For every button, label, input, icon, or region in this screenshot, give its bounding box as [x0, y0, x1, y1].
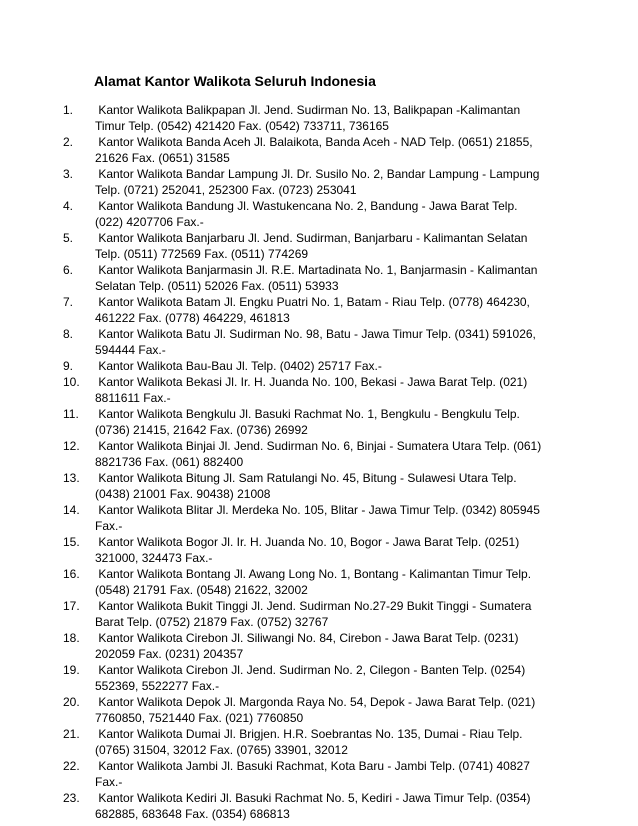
list-item-number: 20.	[63, 695, 80, 709]
list-item-line: Kantor Walikota Batu Jl. Sudirman No. 98, Batu - Jawa Timur Telp. (0341) 591026,	[95, 327, 536, 341]
list-item-line: Kantor Walikota Bekasi Jl. Ir. H. Juanda No. 100, Bekasi - Jawa Barat Telp. (021)	[95, 375, 528, 389]
list-item-line: Fax.-	[95, 775, 123, 789]
list-item-line: Telp. (0721) 252041, 252300 Fax. (0723) 253041	[95, 183, 357, 197]
list-item-number: 10.	[63, 375, 80, 389]
list-item-line: Kantor Walikota Bau-Bau Jl. Telp. (0402) 25717 Fax.-	[95, 359, 382, 373]
list-item-line: Kantor Walikota Jambi Jl. Basuki Rachmat, Kota Baru - Jambi Telp. (0741) 40827	[95, 759, 530, 773]
list-item	[0, 470, 638, 502]
list-item-text	[95, 694, 545, 726]
list-item-text	[95, 598, 545, 630]
list-item	[0, 694, 638, 726]
list-item-text	[95, 262, 545, 294]
list-item-line: 21626 Fax. (0651) 31585	[95, 151, 230, 165]
list-item-line: 682885, 683648 Fax. (0354) 686813	[95, 807, 290, 821]
list-item	[0, 630, 638, 662]
list-item-text	[95, 790, 545, 822]
list-item	[0, 758, 638, 790]
list-item-line: (0765) 31504, 32012 Fax. (0765) 33901, 32012	[95, 743, 348, 757]
list-item-line: Kantor Walikota Depok Jl. Margonda Raya No. 54, Depok - Jawa Barat Telp. (021)	[95, 695, 536, 709]
list-item-text	[95, 406, 545, 438]
list-item-text	[95, 358, 545, 374]
list-item	[0, 406, 638, 438]
list-item-line: Kantor Walikota Bogor Jl. Ir. H. Juanda No. 10, Bogor - Jawa Barat Telp. (0251)	[95, 535, 520, 549]
list-item-line: 8811611 Fax.-	[95, 391, 171, 405]
list-item-number: 1.	[63, 103, 74, 117]
list-item-number: 3.	[63, 167, 74, 181]
list-item-line: Kantor Walikota Cirebon Jl. Jend. Sudirman No. 2, Cilegon - Banten Telp. (0254)	[95, 663, 526, 677]
list-item-text	[95, 326, 545, 358]
list-item	[0, 230, 638, 262]
list-item	[0, 598, 638, 630]
list-item-number: 12.	[63, 439, 80, 453]
list-item-line: Kantor Walikota Bandung Jl. Wastukencana No. 2, Bandung - Jawa Barat Telp.	[95, 199, 518, 213]
list-item	[0, 790, 638, 822]
list-item-line: 7760850, 7521440 Fax. (021) 7760850	[95, 711, 304, 725]
list-item-line: Kantor Walikota Kediri Jl. Basuki Rachmat No. 5, Kediri - Jawa Timur Telp. (0354)	[95, 791, 531, 805]
list-item-text	[95, 726, 545, 758]
list-item	[0, 438, 638, 470]
list-item	[0, 502, 638, 534]
list-item-number: 11.	[63, 407, 79, 421]
list-item	[0, 134, 638, 166]
list-item-text	[95, 630, 545, 662]
list-item	[0, 326, 638, 358]
list-item-line: Timur Telp. (0542) 421420 Fax. (0542) 733711, 736165	[95, 119, 389, 133]
list-item-text	[95, 438, 545, 470]
list-item	[0, 374, 638, 406]
list-item-number: 23.	[63, 791, 80, 805]
list-item-text	[95, 166, 545, 198]
list-item	[0, 726, 638, 758]
list-item-line: Fax.-	[95, 519, 123, 533]
list-item-text	[95, 470, 545, 502]
list-item	[0, 358, 638, 374]
list-item-line: 594444 Fax.-	[95, 343, 166, 357]
list-item-line: Kantor Walikota Bandar Lampung Jl. Dr. Susilo No. 2, Bandar Lampung - Lampung	[95, 167, 540, 181]
list-item-line: Kantor Walikota Batam Jl. Engku Puatri No. 1, Batam - Riau Telp. (0778) 464230,	[95, 295, 530, 309]
list-item-number: 7.	[63, 295, 74, 309]
list-item-text	[95, 566, 545, 598]
list-item-line: 321000, 324473 Fax.-	[95, 551, 213, 565]
list-item	[0, 166, 638, 198]
list-item-line: Kantor Walikota Balikpapan Jl. Jend. Sudirman No. 13, Balikpapan -Kalimantan	[95, 103, 521, 117]
list-item-number: 9.	[63, 359, 74, 373]
list-item	[0, 294, 638, 326]
list-item-line: Kantor Walikota Cirebon Jl. Siliwangi No. 84, Cirebon - Jawa Barat Telp. (0231)	[95, 631, 519, 645]
list-item-number: 2.	[63, 135, 74, 149]
list-item-line: Kantor Walikota Bukit Tinggi Jl. Jend. Sudirman No.27-29 Bukit Tinggi - Sumatera	[95, 599, 532, 613]
list-item-text	[95, 230, 545, 262]
list-item-line: Kantor Walikota Bengkulu Jl. Basuki Rachmat No. 1, Bengkulu - Bengkulu Telp.	[95, 407, 520, 421]
list-item-number: 13.	[63, 471, 80, 485]
list-item-line: Kantor Walikota Blitar Jl. Merdeka No. 105, Blitar - Jawa Timur Telp. (0342) 805945	[95, 503, 540, 517]
list-item	[0, 662, 638, 694]
list-item-line: Kantor Walikota Dumai Jl. Brigjen. H.R. Soebrantas No. 135, Dumai - Riau Telp.	[95, 727, 523, 741]
list-item-number: 17.	[63, 599, 80, 613]
list-item-number: 4.	[63, 199, 74, 213]
list-item-text	[95, 374, 545, 406]
list-item-number: 22.	[63, 759, 80, 773]
list-item-number: 21.	[63, 727, 80, 741]
list-item-line: 8821736 Fax. (061) 882400	[95, 455, 244, 469]
list-item-text	[95, 502, 545, 534]
list-item-line: Kantor Walikota Banjarmasin Jl. R.E. Martadinata No. 1, Banjarmasin - Kalimantan	[95, 263, 538, 277]
list-item-line: 202059 Fax. (0231) 204357	[95, 647, 244, 661]
list-item-number: 6.	[63, 263, 74, 277]
address-list	[0, 102, 638, 822]
list-item-number: 14.	[63, 503, 80, 517]
list-item	[0, 102, 638, 134]
list-item	[0, 198, 638, 230]
list-item-number: 8.	[63, 327, 74, 341]
list-item	[0, 262, 638, 294]
list-item-line: Kantor Walikota Banda Aceh Jl. Balaikota, Banda Aceh - NAD Telp. (0651) 21855,	[95, 135, 533, 149]
list-item-line: Selatan Telp. (0511) 52026 Fax. (0511) 53933	[95, 279, 339, 293]
list-item-line: Barat Telp. (0752) 21879 Fax. (0752) 32767	[95, 615, 329, 629]
list-item-number: 5.	[63, 231, 74, 245]
list-item-number: 19.	[63, 663, 80, 677]
list-item-number: 18.	[63, 631, 80, 645]
list-item-line: Kantor Walikota Bontang Jl. Awang Long No. 1, Bontang - Kalimantan Timur Telp.	[95, 567, 532, 581]
list-item-text	[95, 758, 545, 790]
list-item-number: 15.	[63, 535, 80, 549]
list-item-line: Telp. (0511) 772569 Fax. (0511) 774269	[95, 247, 309, 261]
list-item-line: (022) 4207706 Fax.-	[95, 215, 204, 229]
list-item	[0, 534, 638, 566]
list-item-line: 552369, 5522277 Fax.-	[95, 679, 220, 693]
list-item-line: Kantor Walikota Binjai Jl. Jend. Sudirman No. 6, Binjai - Sumatera Utara Telp. (061)	[95, 439, 542, 453]
list-item-text	[95, 294, 545, 326]
list-item-line: (0548) 21791 Fax. (0548) 21622, 32002	[95, 583, 308, 597]
list-item-text	[95, 102, 545, 134]
list-item-text	[95, 198, 545, 230]
list-item-text	[95, 134, 545, 166]
list-item-line: Kantor Walikota Banjarbaru Jl. Jend. Sudirman, Banjarbaru - Kalimantan Selatan	[95, 231, 528, 245]
list-item	[0, 566, 638, 598]
document-title: Alamat Kantor Walikota Seluruh Indonesia	[94, 73, 376, 89]
list-item-text	[95, 534, 545, 566]
list-item-number: 16.	[63, 567, 80, 581]
list-item-line: 461222 Fax. (0778) 464229, 461813	[95, 311, 290, 325]
list-item-line: Kantor Walikota Bitung Jl. Sam Ratulangi No. 45, Bitung - Sulawesi Utara Telp.	[95, 471, 517, 485]
list-item-line: (0438) 21001 Fax. 90438) 21008	[95, 487, 271, 501]
list-item-text	[95, 662, 545, 694]
list-item-line: (0736) 21415, 21642 Fax. (0736) 26992	[95, 423, 308, 437]
